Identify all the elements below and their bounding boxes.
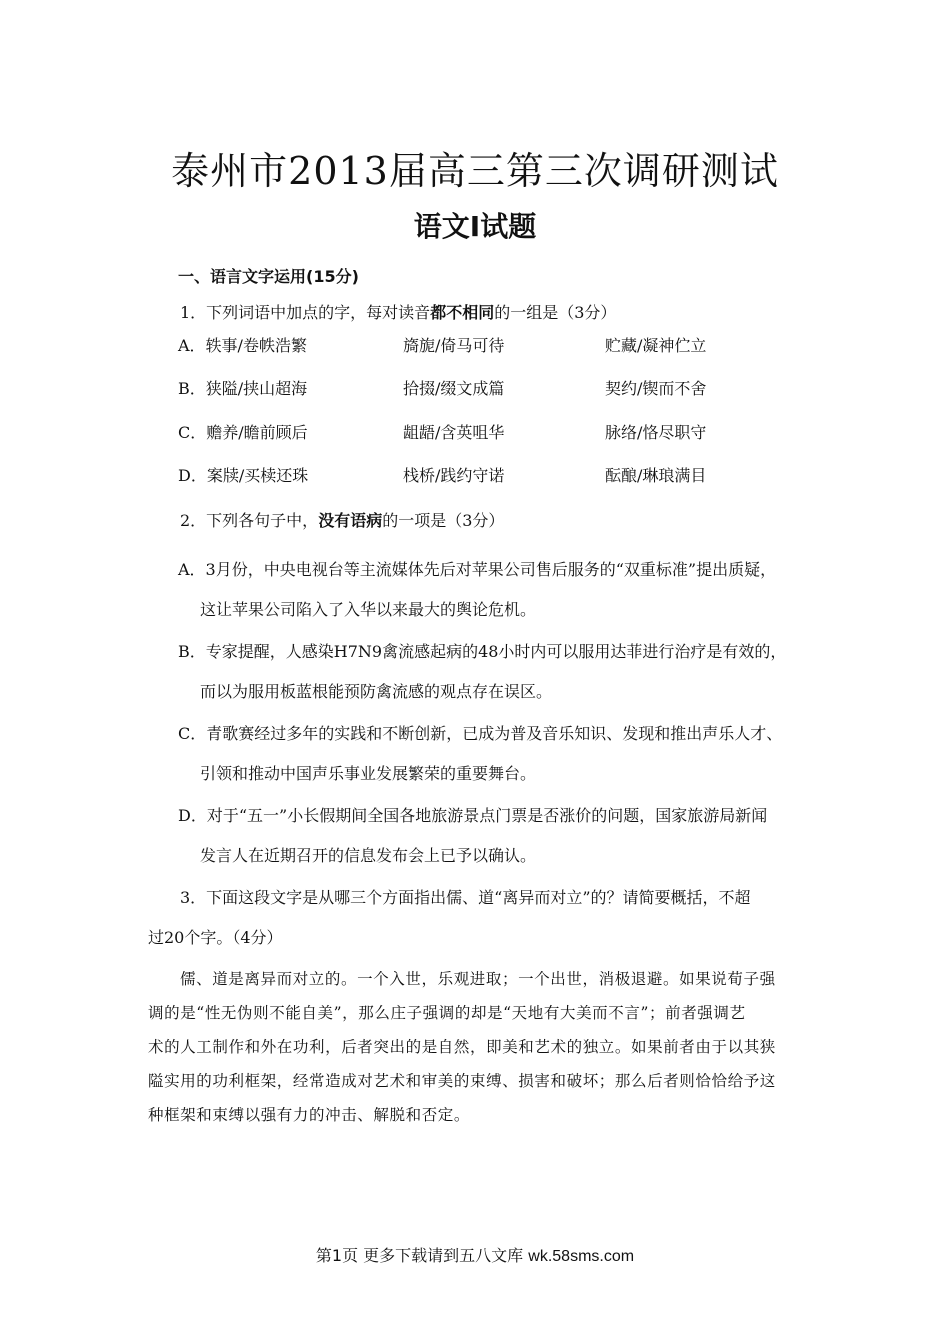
question-1-emphasis: 都不相同: [430, 303, 495, 322]
passage-line: 术的人工制作和外在功利，后者突出的是自然，即美和艺术的独立。如果前者由于以其狭: [148, 1038, 776, 1056]
question-2-option-b: B．专家提醒，人感染H7N9禽流感起病的48小时内可以服用达菲进行治疗是有效的， 而以为服用板蓝根能预防禽流感的观点存在误区。: [178, 642, 787, 701]
question-3-stem: 3．下面这段文字是从哪三个方面指出儒、道“离异而对立”的？请简要概括，不超 过20个字。（4分）: [148, 888, 751, 947]
option-text: 契约/锲而不舍: [605, 379, 707, 398]
page-subtitle: 语文Ⅰ试题: [413, 210, 537, 243]
question-2-option-a: A．3月份，中央电视台等主流媒体先后对苹果公司售后服务的“双重标准”提出质疑， 这让苹果公司陷入了入华以来最大的舆论危机。: [178, 560, 777, 619]
question-1-row-d: [178, 463, 738, 487]
option-text: 龃龉/含英咀华: [403, 423, 505, 442]
option-text: D．案牍/买椟还珠: [178, 466, 309, 485]
question-1-row-b: [178, 376, 738, 400]
question-2-option-c: C．青歌赛经过多年的实践和不断创新，已成为普及音乐知识、发现和推出声乐人才、 引领和推动中国声乐事业发展繁荣的重要舞台。: [178, 724, 783, 783]
page-title: 泰州市2013届高三第三次调研测试: [171, 149, 779, 193]
question-1-row-a: [178, 333, 738, 357]
question-1-stem: 1．下列词语中加点的字，每对读音都不相同的一组是（3分）: [180, 303, 617, 322]
question-2-stem: 2．下列各句子中，没有语病的一项是（3分）: [180, 511, 505, 530]
option-text: 贮藏/凝神伫立: [605, 336, 707, 355]
passage-line: 儒、道是离异而对立的。一个入世，乐观进取；一个出世，消极退避。如果说荀子强: [180, 970, 776, 988]
question-1-row-c: [178, 420, 738, 444]
section-heading: 一、语言文字运用(15分): [178, 267, 359, 286]
question-2-emphasis: 没有语病: [318, 511, 383, 530]
footer-link[interactable]: wk.58sms.com: [528, 1248, 635, 1265]
question-2-option-d: D．对于“五一”小长假期间全国各地旅游景点门票是否涨价的问题，国家旅游局新闻 发言人在近期召开的信息发布会上已予以确认。: [178, 806, 768, 865]
passage-line: 种框架和束缚以强有力的冲击、解脱和否定。: [148, 1106, 471, 1124]
option-text: 旖旎/倚马可待: [403, 336, 505, 355]
reading-passage: [148, 962, 808, 1132]
option-text: 酝酿/琳琅满目: [605, 466, 707, 485]
option-text: 栈桥/践约守诺: [403, 466, 505, 485]
page-footer: 第1页 更多下载请到五八文库 wk.58sms.com: [315, 1246, 635, 1265]
option-text: 脉络/恪尽职守: [605, 423, 707, 442]
option-text: B．狭隘/挟山超海: [178, 379, 308, 398]
option-text: C．赡养/瞻前顾后: [178, 423, 308, 442]
option-text: 拾掇/缀文成篇: [403, 379, 505, 398]
passage-line: 调的是“性无伪则不能自美”，那么庄子强调的却是“天地有大美而不言”；前者强调艺: [148, 1004, 746, 1022]
passage-line: 隘实用的功利框架，经常造成对艺术和审美的束缚、损害和破坏；那么后者则恰恰给予这: [148, 1072, 776, 1090]
option-text: A．轶事/卷帙浩繁: [178, 336, 307, 355]
